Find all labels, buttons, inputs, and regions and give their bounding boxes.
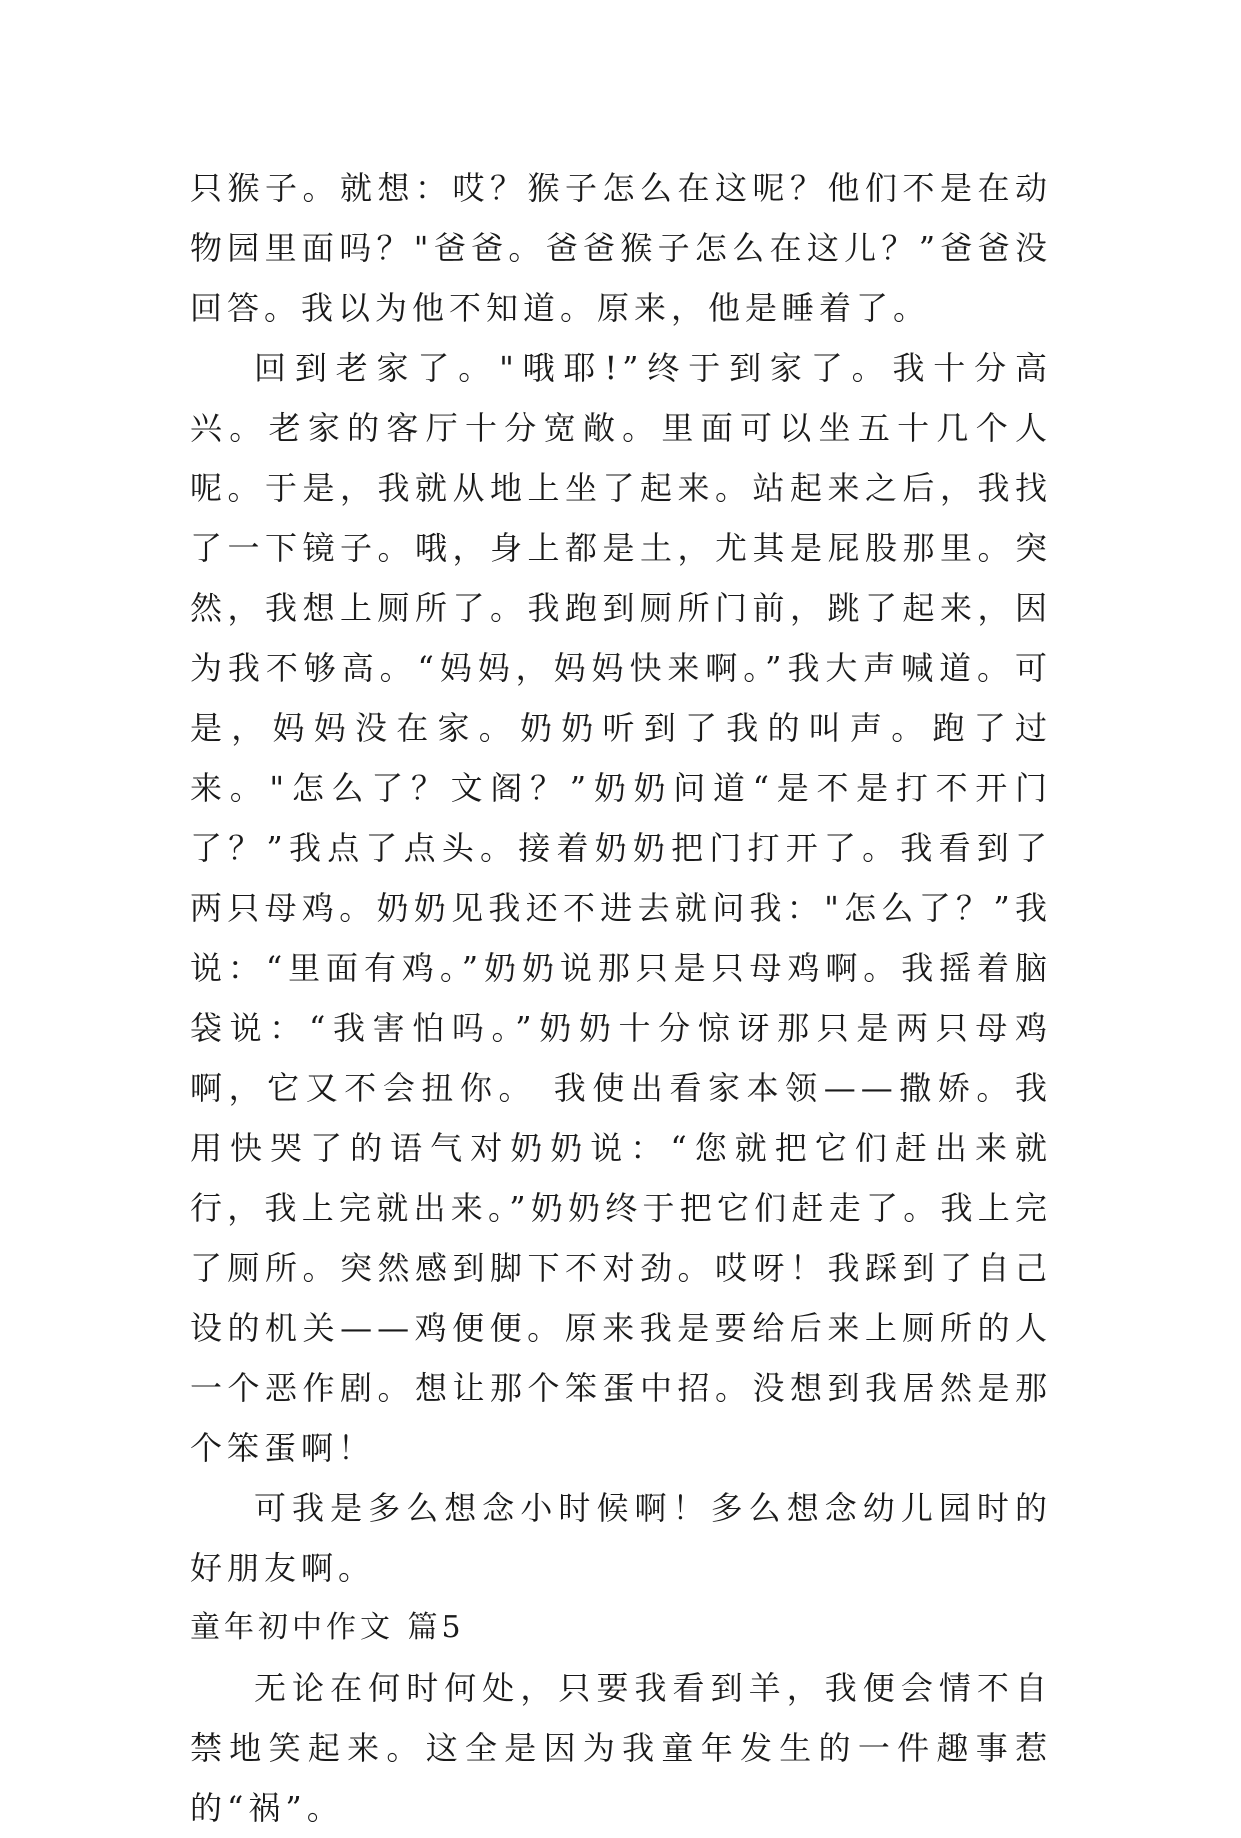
- paragraph-3: 可我是多么想念小时候啊！多么想念幼儿园时的好朋友啊。: [190, 1489, 1052, 1587]
- paragraph-1: 只猴子。就想：哎？猴子怎么在这呢？他们不是在动物园里面吗？"爸爸。爸爸猴子怎么在这儿？”爸爸没回答。我以为他不知道。原来，他是睡着了。: [190, 169, 1052, 327]
- document-page: [190, 158, 1052, 1838]
- paragraph-4: 无论在何时何处，只要我看到羊，我便会情不自禁地笑起来。这全是因为我童年发生的一件趣事惹的“祸”。: [190, 1669, 1052, 1827]
- section-heading: 童年初中作文 篇5: [190, 1610, 465, 1645]
- paragraph-2: 回到老家了。"哦耶!”终于到家了。我十分高兴。老家的客厅十分宽敞。里面可以坐五十几个人呢。于是，我就从地上坐了起来。站起来之后，我找了一下镜子。哦，身上都是土，尤其是屁股那里。突然，我想上厕所了。我跑到厕所门前，跳了起来，因为我不够高。“妈妈，妈妈快来啊。”我大声喊道。可是，妈妈没在家。奶奶听到了我的叫声。跑了过来。"怎么了？文阁？”奶奶问道“是不是打不开门了？”我点了点头。接着奶奶把门打开了。我看到了两只母鸡。奶奶见我还不进去就问我："怎么了？”我说：“里面有鸡。”奶奶说那只是只母鸡啊。我摇着脑袋说：“我害怕吗。”奶奶十分惊讶那只是两只母鸡啊，它又不会扭你。 我使出看家本领——撒娇。我用快哭了的语气对奶奶说：“您就把它们赶出来就行，我上完就出来。”奶奶终于把它们赶走了。我上完了厕所。突然感到脚下不对劲。哎呀！我踩到了自己设的机关——鸡便便。原来我是要给后来上厕所的人一个恶作剧。想让那个笨蛋中招。没想到我居然是那个笨蛋啊！: [190, 349, 1052, 1467]
